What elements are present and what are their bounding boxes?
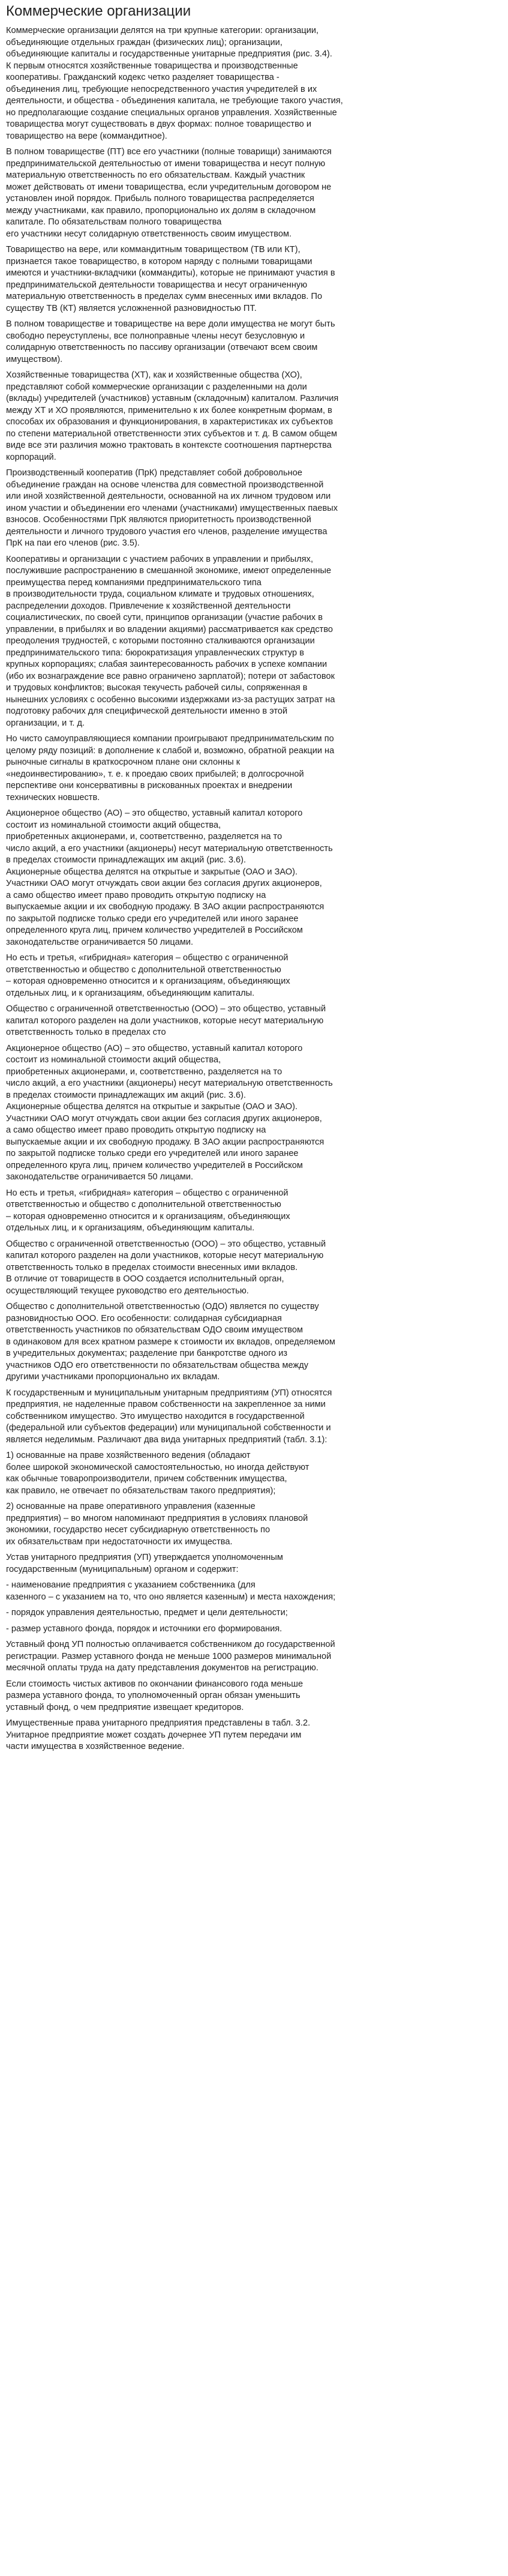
paragraph: 1) основанные на праве хозяйственного ведения (обладают более широкой экономической самостоятельностью, но иногда действуют как обычные товаропроизводители, причем собственник имущества, как правило, не отвечает по обязательствам такого предприятия); [6, 1451, 309, 1496]
paragraph: Уставный фонд УП полностью оплачивается собственником до государственной регистрации. Размер уставного фонда не меньше 1000 размеров минимальной месячной оплаты труда на дату представления документов на регистрацию. [6, 1640, 335, 1673]
paragraph: 2) основанные на праве оперативного управления (казенные предприятия) – во многом напоминают предприятия в условиях плановой экономики, государство несет субсидиарную ответственность по их обязательствам при недостаточности их имущества. [6, 1502, 308, 1547]
paragraph: - наименование предприятия с указанием собственника (для казенного – с указанием на то, что оно является казенным) и места нахождения; [6, 1580, 336, 1602]
paragraph: Имущественные права унитарного предприятия представлены в табл. 3.2. Унитарное предприятие может создать дочернее УП путем передачи им части имущества в хозяйственное ведение. [6, 1718, 311, 1751]
paragraph: В полном товариществе и товариществе на вере доли имущества не могут быть свободно переуступлены, все полноправные члены несут безусловную и солидарную ответственность по пассиву организации (отвечают всем своим имуществом). [6, 319, 335, 364]
paragraph: Общество с ограниченной ответственностью (ООО) – это общество, уставный капитал которого разделен на доли участников, которые несут материальную ответственность только в пределах сто [6, 1004, 326, 1037]
paragraph: - порядок управления деятельностью, предмет и цели деятельности; [6, 1608, 288, 1618]
paragraph: Устав унитарного предприятия (УП) утверждается уполномоченным государственным (муниципальным) органом и содержит: [6, 1553, 283, 1574]
paragraph: Коммерческие организации делятся на три крупные категории: организации, объединяющие отдельных граждан (физических лиц); организации, объединяющие капиталы и государственные унитарные предприятия (рис. 3.4). К первым относятся хозяйственные товарищества и производственные кооперативы. Гражданский кодекс четко разделяет товарищества - объединения лиц, требующие непосредственного участия учредителей в их деятельности, и общества - объединения капитала, не требующие такого участия, но предполагающие создание специальных органов управления. Хозяйственные товарищества могут существовать в двух формах: полное товарищество и товарищество на вере (коммандитное). [6, 26, 343, 141]
paragraph: К государственным и муниципальным унитарным предприятиям (УП) относятся предприятия, не наделенные правом собственности на закрепленное за ними собственником имущество. Это имущество находится в государственной (федеральной или субъектов федерации) или муниципальной собственности и является неделимым. Различают два вида унитарных предприятий (табл. 3.1): [6, 1388, 332, 1445]
document-body [6, 25, 502, 1753]
paragraph: Хозяйственные товарищества (ХТ), как и хозяйственные общества (ХО), представляют собой коммерческие организации с разделенными на доли (вклады) учредителей (участников) уставным (складочным) капиталом. Различия между ХТ и ХО проявляются, применительно к их более конкретным формам, в способах их образования и функционирования, в характеристиках их субъектов по степени материальной ответственности этих субъектов и т. д. В самом общем виде все эти различия можно трактовать в контексте соотношения партнерства корпораций. [6, 370, 339, 462]
paragraph: Но есть и третья, «гибридная» категория – общество с ограниченной ответственностью и общество с дополнительной ответственностью – которая одновременно относится и к организациям, объединяющих отдельных лиц, и к организациям, объединяющим капиталы. [6, 1188, 290, 1233]
paragraph: Производственный кооператив (ПрК) представляет собой добровольное объединение граждан на основе членства для совместной производственной или иной хозяйственной деятельности, основанной на их личном трудовом или ином участии и объединении его членами (участниками) имущественных паевых взносов. Особенностями ПрК являются приоритетность производственной деятельности и личного трудового участия его членов, разделение имущества ПрК на паи его членов (рис. 3.5). [6, 468, 338, 548]
paragraph: - размер уставного фонда, порядок и источники его формирования. [6, 1624, 282, 1634]
paragraph: Кооперативы и организации с участием рабочих в управлении и прибылях, послужившие распространению в смешанной экономике, имеют определенные преимущества перед компаниями предпринимательского типа в производительности труда, социальном климате и трудовых отношениях, распределении доходов. Привлечение к хозяйственной деятельности социалистических, по своей сути, принципов организации (участие рабочих в управлении, в прибылях и во владении акциями) рассматривается как средство преодоления трудностей, с которыми постоянно сталкиваются организации предпринимательского типа: бюрократизация управленческих структур в крупных корпорациях; слабая заинтересованность рабочих в успехе компании (ибо их вознаграждение все равно ограничено зарплатой); потери от забастовок и трудовых конфликтов; высокая текучесть рабочей силы, сопряженная в нынешних условиях с особенно высокими издержками из-за растущих затрат на подготовку рабочих для специфической деятельности именно в этой организации, и т. д. [6, 554, 335, 728]
page-title: Коммерческие организации [6, 3, 191, 19]
paragraph: Акционерное общество (АО) – это общество, уставный капитал которого состоит из номинальной стоимости акций общества, приобретенных акционерами, и, соответственно, разделяется на то число акций, а его участники (акционеры) несут материальную ответственность в пределах стоимости принадлежащих им акций (рис. 3.6). Акционерные общества делятся на открытые и закрытые (ОАО и ЗАО). Участники ОАО могут отчуждать свои акции без согласия других акционеров, а само общество имеет право проводить открытую подписку на выпускаемые акции и их свободную продажу. В ЗАО акции распространяются по закрытой подписке только среди его учредителей или иного заранее определенного круга лиц, причем количество учредителей в Российском законодательстве ограничивается 50 лицами. [6, 808, 333, 947]
paragraph: Акционерное общество (АО) – это общество, уставный капитал которого состоит из номинальной стоимости акций общества, приобретенных акционерами, и, соответственно, разделяется на то число акций, а его участники (акционеры) несут материальную ответственность в пределах стоимости принадлежащих им акций (рис. 3.6). Акционерные общества делятся на открытые и закрытые (ОАО и ЗАО). Участники ОАО могут отчуждать свои акции без согласия других акционеров, а само общество имеет право проводить открытую подписку на выпускаемые акции и их свободную продажу. В ЗАО акции распространяются по закрытой подписке только среди его учредителей или иного заранее определенного круга лиц, причем количество учредителей в Российском законодательстве ограничивается 50 лицами. [6, 1043, 333, 1182]
paragraph: Общество с ограниченной ответственностью (ООО) – это общество, уставный капитал которого разделен на доли участников, которые несут материальную ответственность только в пределах стоимости внесенных ими вкладов. В отличие от товариществ в ООО создается исполнительный орган, осуществляющий текущее руководство его деятельностью. [6, 1239, 326, 1296]
paragraph: Если стоимость чистых активов по окончании финансового года меньше размера уставного фонда, то уполномоченный орган обязан уменьшить уставный фонд, о чем предприятие извещает кредиторов. [6, 1679, 303, 1712]
paragraph: Но есть и третья, «гибридная» категория – общество с ограниченной ответственностью и общество с дополнительной ответственностью – которая одновременно относится и к организациям, объединяющих отдельных лиц, и к организациям, объединяющим капиталы. [6, 953, 290, 998]
paragraph: Товарищество на вере, или коммандитным товариществом (ТВ или КТ), признается такое товарищество, в котором наряду с полными товарищами имеются и участники-вкладчики (коммандиты), которые не принимают участия в предпринимательской деятельности товарищества и несут ограниченную материальную ответственность в пределах сумм внесенных ими вкладов. По существу ТВ (КТ) является усложненной разновидностью ПТ. [6, 245, 335, 313]
paragraph: Общество с дополнительной ответственностью (ОДО) является по существу разновидностью ООО. Его особенности: солидарная субсидиарная ответственность участников по обязательствам ОДО своим имуществом в одинаковом для всех кратном размере к стоимости их вкладов, определяемом в учредительных документах; разделение при банкротстве одного из участников ОДО его ответственности по обязательствам общества между другими участниками пропорционально их вкладам. [6, 1302, 335, 1382]
paragraph: Но чисто самоуправляющиеся компании проигрывают предпринимательским по целому ряду позиций: в дополнение к слабой и, возможно, обратной реакции на рыночные сигналы в краткосрочном плане они склонны к «недоинвестированию», т. е. к проедаю своих прибылей; в долгосрочной перспективе они консервативны в рискованных проектах и внедрении технических новшеств. [6, 734, 335, 802]
paragraph: В полном товариществе (ПТ) все его участники (полные товарищи) занимаются предпринимательской деятельностью от имени товарищества и несут полную материальную ответственность по его обязательствам. Каждый участник может действовать от имени товарищества, если учредительным договором не установлен иной порядок. Прибыль полного товарищества распределяется между участниками, как правило, пропорционально их долям в складочном капитале. По обязательствам полного товарищества его участники несут солидарную ответственность своим имуществом. [6, 147, 332, 239]
